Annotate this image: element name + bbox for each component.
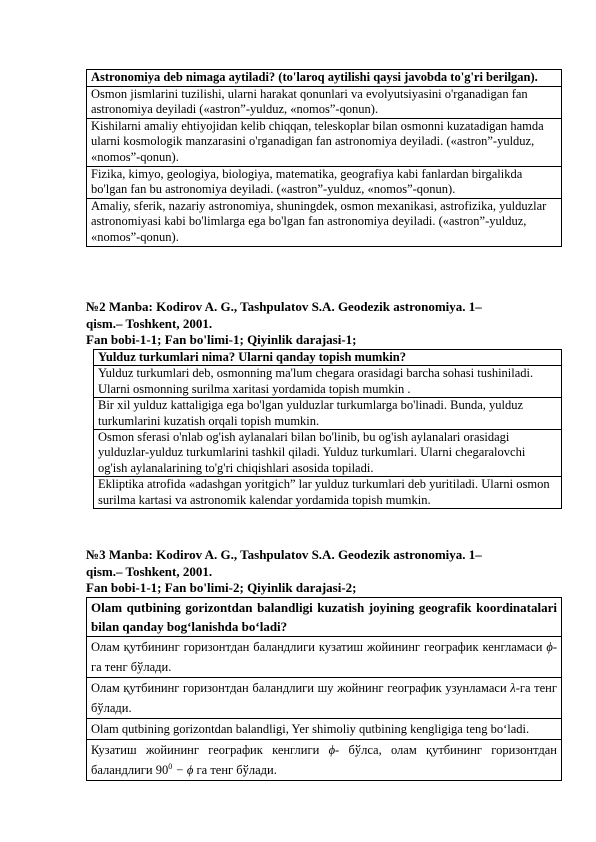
answer-2-4: Ekliptika atrofida «adashgan yoritgich” lar yulduz turkumlari deb yuritiladi. Ularni osmon surilma kartasi va astronomik kalendar yordamida topish mumkin.: [94, 477, 562, 509]
answer-3-4-mid: - бўлса, олам қутбининг горизонтдан баландлиги: [91, 743, 557, 777]
question-2-text: Yulduz turkumlari nima? Ularni qanday topish mumkin?: [94, 350, 562, 366]
formula: [156, 763, 194, 777]
answer-2-2: Bir xil yulduz kattaligiga ega bo'lgan yulduzlar turkumlarga bo'linadi. Bunda, yulduz turkumlarini kuzatish orqali topish mumkin.: [94, 398, 562, 430]
answer-1-2: Kishilarni amaliy ehtiyojidan kelib chiqqan, teleskoplar bilan osmonni kuzatadigan hamda ularni kosmologik manzarasini o'rganadigan fan astronomiya deyiladi. («astron”-yulduz, «nomos”-qonun).: [87, 118, 562, 166]
source-3-meta: Fan bobi-1-1; Fan bo'limi-2; Qiyinlik darajasi-2;: [86, 580, 357, 595]
answer-3-2-text: Олам қутбининг горизонтдан баландлиги шу жойнинг географик узунламаси: [91, 681, 511, 695]
question-table-1: [86, 69, 562, 247]
formula-rest: − ϕ: [172, 763, 194, 777]
answer-3-1-text: Олам қутбининг горизонтдан баландлиги кузатиш жойининг географик кенгламаси: [91, 640, 547, 654]
answer-2-1: Yulduz turkumlari deb, osmonning ma'lum chegara orasidagi barcha sohasi tushiniladi. Ularni osmonning surilma xaritasi yordamida topish mumkin .: [94, 366, 562, 398]
question-3-text: Olam qutbining gorizontdan balandligi kuzatish joyining geografik koordinatalari bilan qanday bog‘lanishda bo‘ladi?: [87, 598, 562, 637]
source-2-meta: Fan bobi-1-1; Fan bo'limi-1; Qiyinlik darajasi-1;: [86, 332, 357, 347]
source-2-line-2: qism.– Toshkent, 2001.: [86, 315, 213, 331]
question-table-3: [86, 597, 562, 781]
question-table-2: [93, 349, 562, 509]
answer-3-4-suffix: га тенг бўлади.: [193, 763, 277, 777]
answer-3-1: [87, 637, 562, 678]
answer-3-2: [87, 678, 562, 719]
answer-1-4: Amaliy, sferik, nazariy astronomiya, shuningdek, osmon mexanikasi, astrofizika, yulduzlar astronomiyasi kabi bo'limlarga ega bo'lgan fan astronomiya deyiladi. («astron”-yulduz, «nomos”-qonun).: [87, 198, 562, 246]
source-3-line-2: qism.– Toshkent, 2001.: [86, 563, 213, 579]
answer-3-4-text: Кузатиш жойининг географик кенглиги: [91, 743, 329, 757]
source-block-2: [86, 299, 556, 349]
answer-3-3: Olam qutbining gorizontdan balandligi, Yer shimoliy qutbining kengligiga teng bo‘ladi.: [87, 719, 562, 740]
answer-2-3: Osmon sferasi o'nlab og'ish aylanalari bilan bo'linib, bu og'ish aylanalari orasidagi yulduzlar-yulduz turkumlarini tashkil qiladi. Yulduz turkumlari. Ularni chegaralovchi og'ish aylanalarining to'g'ri chiqishlari asosida topiladi.: [94, 430, 562, 477]
answer-3-4: [87, 740, 562, 781]
question-1-text: Astronomiya deb nimaga aytiladi? (to'laroq aytilishi qaysi javobda to'g'ri berilgan).: [87, 70, 562, 87]
answer-1-3: Fizika, kimyo, geologiya, biologiya, matematika, geografiya kabi fanlardan birgalikda bo'lgan fan bu astronomiya deyiladi. («astron”-yulduz, «nomos”-qonun).: [87, 166, 562, 198]
answer-3-1-suffix: -га тенг бўлади.: [91, 640, 557, 674]
formula-base: 90: [155, 763, 169, 777]
source-2-line-1: №2 Manba: Kodirov A. G., Tashpulatov S.A. Geodezik astronomiya. 1–: [86, 299, 482, 314]
answer-1-1: Osmon jismlarini tuzilishi, ularni harakat qonunlari va evolyutsiyasini o'rganadigan fan astronomiya deyiladi («astron”-yulduz, «nomos”-qonun).: [87, 86, 562, 118]
formula-degree: 0: [168, 761, 173, 771]
phi-symbol: ϕ: [328, 743, 336, 757]
phi-symbol: ϕ: [546, 640, 553, 654]
answer-3-2-suffix: -га тенг бўлади.: [91, 681, 558, 715]
source-3-line-1: №3 Manba: Kodirov A. G., Tashpulatov S.A. Geodezik astronomiya. 1–: [86, 547, 482, 562]
lambda-symbol: λ: [510, 681, 516, 695]
source-block-3: [86, 547, 556, 597]
